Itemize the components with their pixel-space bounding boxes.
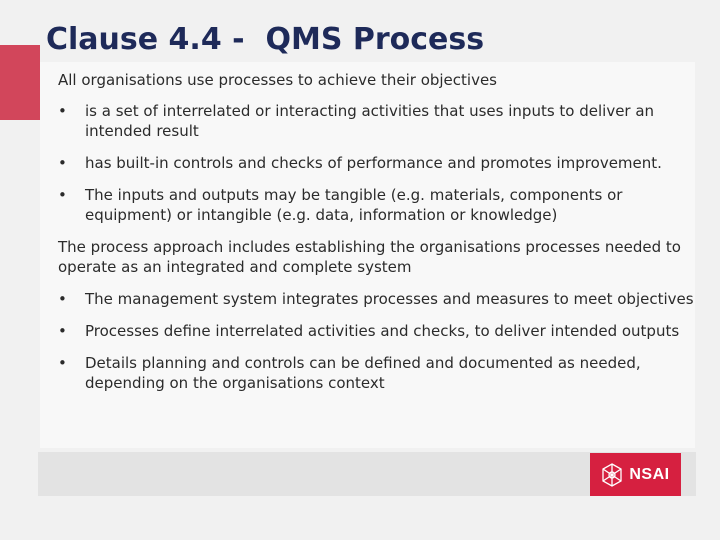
nsai-logo	[590, 453, 681, 496]
bullet-text: has built-in controls and checks of performance and promotes improvement.	[85, 154, 662, 172]
bullet-icon: •	[58, 354, 67, 372]
bullet-icon: •	[58, 322, 67, 340]
nsai-logo-icon	[601, 463, 623, 487]
bullet-text: The management system integrates processes and measures to meet objectives	[85, 290, 694, 308]
bullet-icon: •	[58, 102, 67, 120]
list-item	[58, 353, 698, 393]
list-item	[58, 185, 698, 225]
bullet-text: Processes define interrelated activities and checks, to deliver intended outputs	[85, 322, 680, 340]
slide-title: Clause 4.4 - QMS Process	[46, 22, 485, 57]
bullet-icon: •	[58, 154, 67, 172]
list-item	[58, 101, 698, 141]
intro-text: All organisations use processes to achieve their objectives	[58, 71, 497, 89]
accent-bar	[0, 45, 40, 120]
bullet-text: Details planning and controls can be defined and documented as needed, depending on the organisations context	[85, 354, 641, 392]
bullet-icon: •	[58, 186, 67, 204]
bullet-list-2	[58, 289, 698, 393]
approach-text: The process approach includes establishing the organisations processes needed to operate as an integrated and complete system	[58, 238, 681, 276]
bullet-icon: •	[58, 290, 67, 308]
list-item	[58, 321, 698, 341]
logo-text: NSAI	[629, 465, 670, 483]
bullet-text: is a set of interrelated or interacting activities that uses inputs to deliver an intended result	[85, 102, 655, 140]
bullet-text: The inputs and outputs may be tangible (e.g. materials, components or equipment) or intangible (e.g. data, information or knowledge)	[85, 186, 623, 224]
bullet-list-1	[58, 101, 698, 225]
slide-body	[58, 70, 698, 405]
list-item	[58, 153, 698, 173]
list-item	[58, 289, 698, 309]
